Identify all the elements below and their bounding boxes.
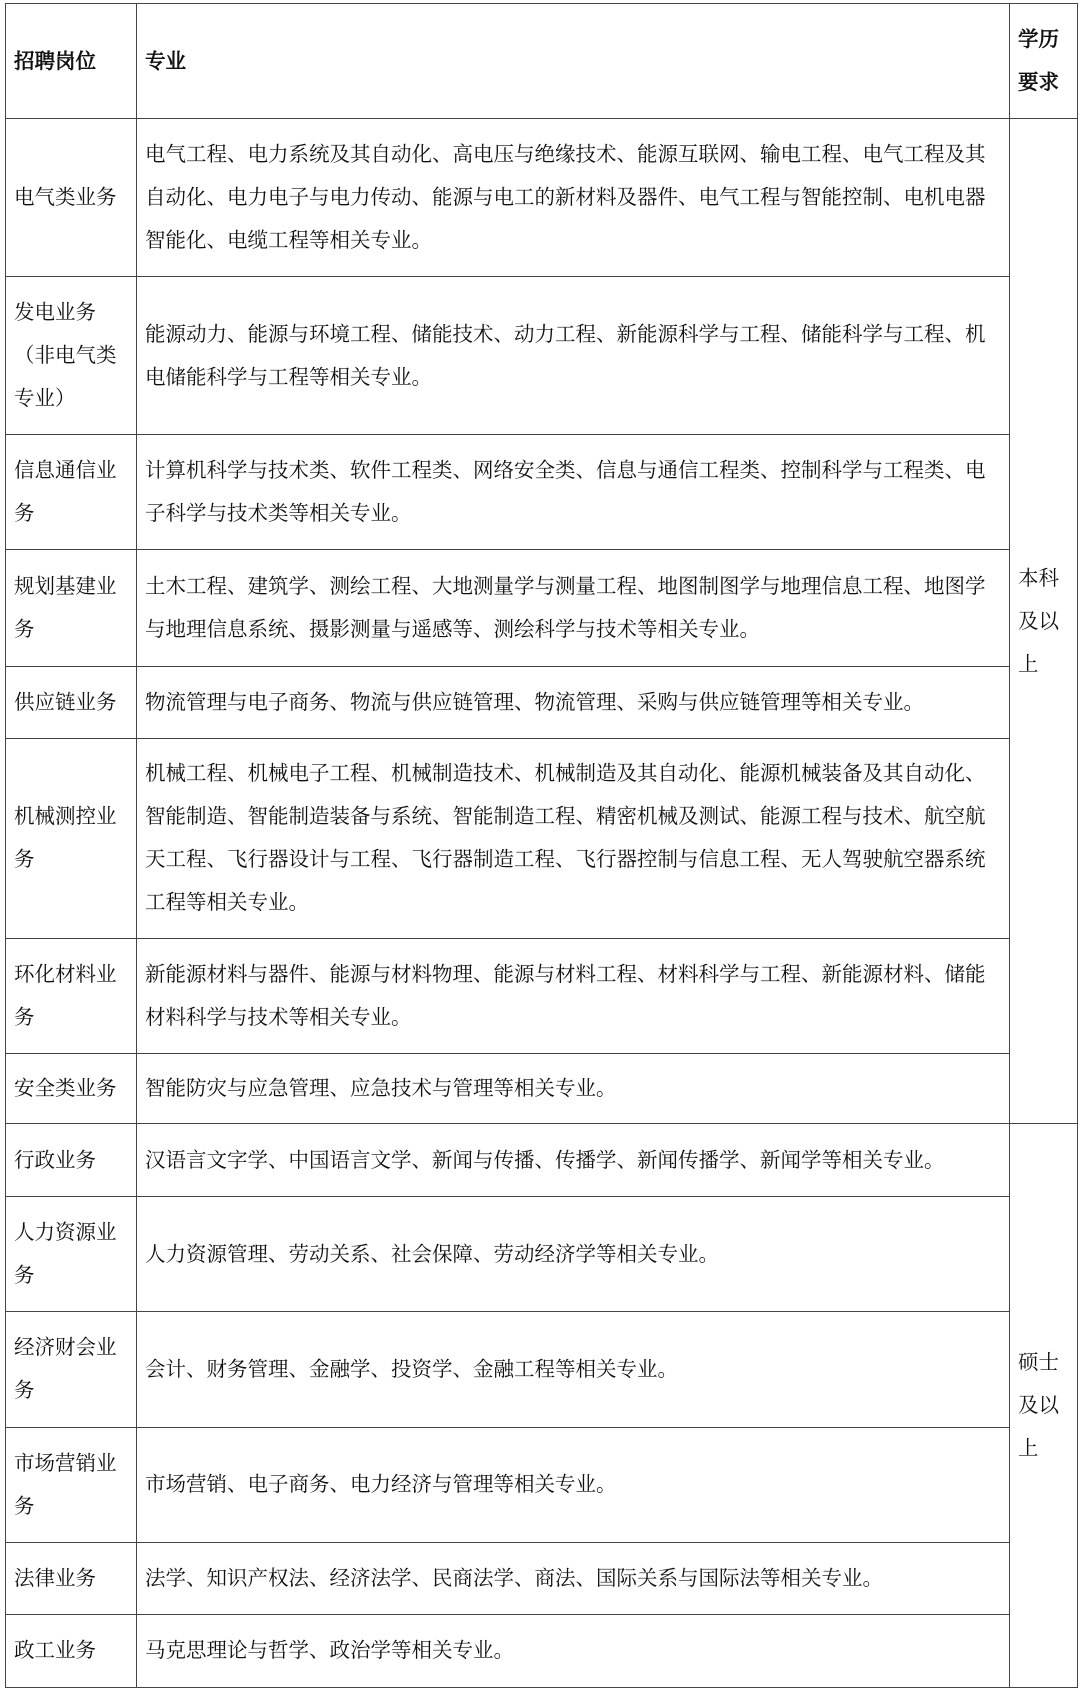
table-row (6, 277, 1078, 435)
major-cell: 物流管理与电子商务、物流与供应链管理、物流管理、采购与供应链管理等相关专业。 (137, 666, 1010, 738)
header-major: 专业 (137, 4, 1010, 119)
table-row (6, 435, 1078, 549)
major-cell: 新能源材料与器件、能源与材料物理、能源与材料工程、材料科学与工程、新能源材料、储能材料科学与技术等相关专业。 (137, 939, 1010, 1054)
table-row (6, 1197, 1078, 1312)
major-cell: 能源动力、能源与环境工程、储能技术、动力工程、新能源科学与工程、储能科学与工程、机电储能科学与工程等相关专业。 (137, 277, 1010, 435)
table-row (6, 738, 1078, 938)
position-cell: 市场营销业务 (6, 1427, 137, 1542)
table-row (6, 1054, 1078, 1124)
position-cell: 电气类业务 (6, 119, 137, 277)
major-cell: 智能防灾与应急管理、应急技术与管理等相关专业。 (137, 1054, 1010, 1124)
education-cell-master: 硕士及以上 (1010, 1124, 1078, 1688)
table-row (6, 1614, 1078, 1687)
major-cell: 计算机科学与技术类、软件工程类、网络安全类、信息与通信工程类、控制科学与工程类、电子科学与技术类等相关专业。 (137, 435, 1010, 549)
position-cell: 发电业务（非电气类专业） (6, 277, 137, 435)
position-cell: 法律业务 (6, 1542, 137, 1614)
table-row (6, 549, 1078, 666)
major-cell: 电气工程、电力系统及其自动化、高电压与绝缘技术、能源互联网、输电工程、电气工程及其自动化、电力电子与电力传动、能源与电工的新材料及器件、电气工程与智能控制、电机电器智能化、电缆工程等相关专业。 (137, 119, 1010, 277)
major-cell: 市场营销、电子商务、电力经济与管理等相关专业。 (137, 1427, 1010, 1542)
position-cell: 机械测控业务 (6, 738, 137, 938)
table-header-row (6, 4, 1078, 119)
table-row (6, 666, 1078, 738)
table-row (6, 1427, 1078, 1542)
table-row (6, 1542, 1078, 1614)
major-cell: 土木工程、建筑学、测绘工程、大地测量学与测量工程、地图制图学与地理信息工程、地图学与地理信息系统、摄影测量与遥感等、测绘科学与技术等相关专业。 (137, 549, 1010, 666)
position-cell: 政工业务 (6, 1614, 137, 1687)
position-cell: 信息通信业务 (6, 435, 137, 549)
education-cell-bachelor: 本科及以上 (1010, 119, 1078, 1124)
position-cell: 环化材料业务 (6, 939, 137, 1054)
position-cell: 规划基建业务 (6, 549, 137, 666)
table-row (6, 939, 1078, 1054)
table-row (6, 1124, 1078, 1197)
position-cell: 行政业务 (6, 1124, 137, 1197)
table-row (6, 1312, 1078, 1427)
recruitment-table (5, 3, 1078, 1688)
position-cell: 安全类业务 (6, 1054, 137, 1124)
header-position: 招聘岗位 (6, 4, 137, 119)
major-cell: 法学、知识产权法、经济法学、民商法学、商法、国际关系与国际法等相关专业。 (137, 1542, 1010, 1614)
table-row (6, 119, 1078, 277)
position-cell: 供应链业务 (6, 666, 137, 738)
major-cell: 机械工程、机械电子工程、机械制造技术、机械制造及其自动化、能源机械装备及其自动化、智能制造、智能制造装备与系统、智能制造工程、精密机械及测试、能源工程与技术、航空航天工程、飞行器设计与工程、飞行器制造工程、飞行器控制与信息工程、无人驾驶航空器系统工程等相关专业。 (137, 738, 1010, 938)
position-cell: 经济财会业务 (6, 1312, 137, 1427)
header-education: 学历要求 (1010, 4, 1078, 119)
major-cell: 会计、财务管理、金融学、投资学、金融工程等相关专业。 (137, 1312, 1010, 1427)
major-cell: 汉语言文字学、中国语言文学、新闻与传播、传播学、新闻传播学、新闻学等相关专业。 (137, 1124, 1010, 1197)
position-cell: 人力资源业务 (6, 1197, 137, 1312)
major-cell: 马克思理论与哲学、政治学等相关专业。 (137, 1614, 1010, 1687)
major-cell: 人力资源管理、劳动关系、社会保障、劳动经济学等相关专业。 (137, 1197, 1010, 1312)
